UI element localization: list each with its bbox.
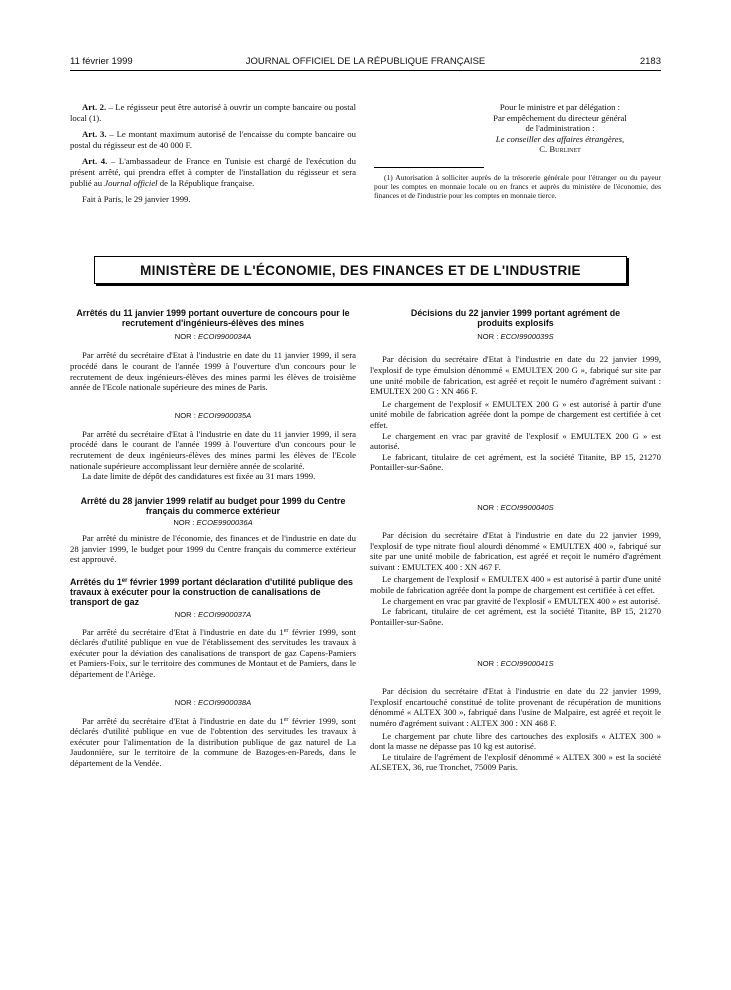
header-rule: [70, 70, 661, 71]
signature-line: Pour le ministre et par délégation :: [499, 102, 621, 112]
header-page-number: 2183: [639, 56, 661, 67]
section-title: Arrêtés du 1er février 1999 portant déclaration d'utilité publique des travaux à exécuter pour la construction de canalisations de transport de gaz: [70, 576, 353, 608]
nor-reference: NOR : ECOI9900040S: [477, 502, 554, 512]
section-title: Arrêté du 28 janvier 1999 relatif au budget pour 1999 du Centre français du commerce extérieur: [80, 495, 346, 516]
paragraph: Le chargement de l'explosif « EMULTEX 200 G » est autorisé à partir d'une unité mobile de fabrication agréée dont la pompe de chargement est certifiée à cet effet.: [370, 398, 661, 430]
header-journal-title: JOURNAL OFFICIEL DE LA RÉPUBLIQUE FRANÇAISE: [245, 56, 486, 67]
paragraph: Le fabricant, titulaire de cet agrément, est la société Titanite, BP 15, 21270 Pontailler-sur-Saône.: [370, 606, 661, 627]
paragraph: Par décision du secrétaire d'Etat à l'industrie en date du 22 janvier 1999, l'explosif encartouché constitué de tolite provenant de récupération de munitions dénommé « ALTEX 300 », fabriqué dans l'usine de Malpaire, est agréé et reçoit le numéro d'agrément suivant : ALTEX 300 : XN 468 F.: [370, 686, 661, 729]
article-3: Art. 3. – Le montant maximum autorisé de l'encaisse du compte bancaire ou postal du régisseur est de 40 000 F.: [70, 129, 356, 150]
left-column: [70, 308, 356, 768]
paragraph: Le chargement par chute libre des cartouches des explosifs « ALTEX 300 » dont la masse ne dépasse pas 10 kg est autorisé.: [370, 730, 661, 752]
paragraph: Par arrêté du ministre de l'économie, des finances et de l'industrie en date du 28 janvier 1999, le budget pour 1999 du Centre français du commerce extérieur est approuvé.: [70, 533, 356, 565]
paragraph: Par décision du secrétaire d'Etat à l'industrie en date du 22 janvier 1999, l'explosif de type nitrate fioul alourdi dénommé « EMULTEX 400 », fabriqué sur site par une unité mobile de fabrication, est agréé et reçoit le numéro d'agrément suivant : EMULTEX 400 : XN 467 F.: [370, 529, 661, 572]
paragraph: Le chargement en vrac par gravité de l'explosif « EMULTEX 200 G » est autorisé.: [370, 430, 661, 452]
ministry-title: MINISTÈRE DE L'ÉCONOMIE, DES FINANCES ET DE L'INDUSTRIE: [140, 262, 581, 278]
article-2: Art. 2. – Le régisseur peut être autorisé à ouvrir un compte bancaire ou postal local (1).: [70, 102, 356, 123]
paragraph: Le titulaire de l'agrément de l'explosif dénommé « ALTEX 300 » est la société ALSETEX, 36, rue Tronchet, 75009 Paris.: [370, 751, 661, 773]
section-title: Arrêtés du 11 janvier 1999 portant ouverture de concours pour le recrutement d'ingénieurs-élèves des mines: [76, 308, 350, 329]
paragraph: Par arrêté du secrétaire d'Etat à l'industrie en date du 1er février 1999, sont déclarés d'utilité publique en vue de l'établissement des servitudes les travaux à exécuter pour la déviation des canalisations de transport de gaz Capens-Pamiers et Pamiers-Foix, sur le territoire des communes de Montaut et de Pamiers, dans le département de l'Ariège.: [70, 626, 356, 679]
right-column: [370, 308, 661, 773]
paragraph: Le chargement en vrac par gravité de l'explosif « EMULTEX 400 » est autorisé.: [382, 595, 661, 606]
paragraph: Le chargement de l'explosif « EMULTEX 400 » est autorisé à partir d'une unité mobile de fabrication agréée dont la pompe de chargement est certifiée à cet effet.: [370, 574, 661, 595]
header-date: 11 février 1999: [70, 56, 133, 67]
paragraph: La date limite de dépôt des candidatures est fixée au 31 mars 1999.: [82, 471, 316, 482]
ministry-banner: [94, 256, 627, 284]
nor-reference: NOR : ECOI9900038A: [174, 697, 252, 707]
signature-block: [374, 102, 660, 155]
nor-reference: NOR : ECOI9900035A: [174, 410, 252, 420]
nor-reference: NOR : ECOI9900037A: [174, 609, 252, 619]
nor-reference: NOR : ECOI9900034A: [174, 332, 252, 342]
paragraph: Le fabricant, titulaire de cet agrément, est la société Titanite, BP 15, 21270 Pontailler-sur-Saône.: [370, 451, 661, 473]
nor-reference: NOR : ECOI9900039S: [477, 332, 554, 342]
signature-line: de l'administration :: [525, 123, 595, 134]
section-title: Décisions du 22 janvier 1999 portant agrément de produits explosifs: [410, 308, 621, 329]
article-4: Art. 4. – L'ambassadeur de France en Tunisie est chargé de l'exécution du présent arrêté, qui prendra effet à compter de l'installation du régisseur et sera publié au Journal officiel de la République française.: [70, 156, 356, 188]
top-left-column: [70, 102, 356, 205]
nor-reference: NOR : ECOI9900041S: [477, 659, 554, 669]
footnote-rule: [374, 167, 484, 168]
signature-line: Par empêchement du directeur général: [493, 112, 627, 123]
footnote: (1) Autorisation à solliciter auprès de la trésorerie générale pour l'étranger ou du payeur pour les comptes en monnaie locale ou en francs et auprès du ministère de l'économie, des finances et de l'industrie pour les comptes en monnaie tierce.: [374, 172, 661, 200]
paragraph: Par arrêté du secrétaire d'Etat à l'industrie en date du 1er février 1999, sont déclarés d'utilité publique en vue de l'obtention des servitudes les travaux à exécuter pour l'alimentation de la distribution publique de gaz naturel de La Jaudonnière, sur le territoire de la commune de Bazoges-en-Pareds, dans le département de la Vendée.: [70, 715, 356, 768]
signatory-name: C. Burlinet: [539, 144, 581, 155]
signature-line: Le conseiller des affaires étrangères,: [495, 133, 625, 144]
paragraph: Par décision du secrétaire d'Etat à l'industrie en date du 22 janvier 1999, l'explosif de type émulsion dénommé « EMULTEX 200 G », fabriqué sur site par une unité mobile de fabrication, est agréé et reçoit le numéro d'agrément suivant : EMULTEX 200 G : XN 466 F.: [370, 354, 661, 397]
paragraph: Par arrêté du secrétaire d'Etat à l'industrie en date du 11 janvier 1999, il sera procédé dans le courant de l'année 1999 à l'ouverture d'un concours pour le recrutement de deux ingénieurs-élèves des mines parmi les élèves de l'Ecole nationale supérieure accomplissant leur dernière année de scolarité.: [70, 428, 356, 471]
top-right-column: [374, 102, 661, 200]
nor-reference: NOR : ECOE9900036A: [173, 518, 253, 528]
done-at-paris: Fait à Paris, le 29 janvier 1999.: [82, 194, 191, 205]
paragraph: Par arrêté du secrétaire d'Etat à l'industrie en date du 11 janvier 1999, il sera procédé dans le courant de l'année 1999 à l'ouverture d'un concours pour le recrutement de deux ingénieurs-élèves des mines parmi les élèves de troisième année de l'Ecole nationale supérieure des mines de Paris.: [70, 350, 356, 393]
